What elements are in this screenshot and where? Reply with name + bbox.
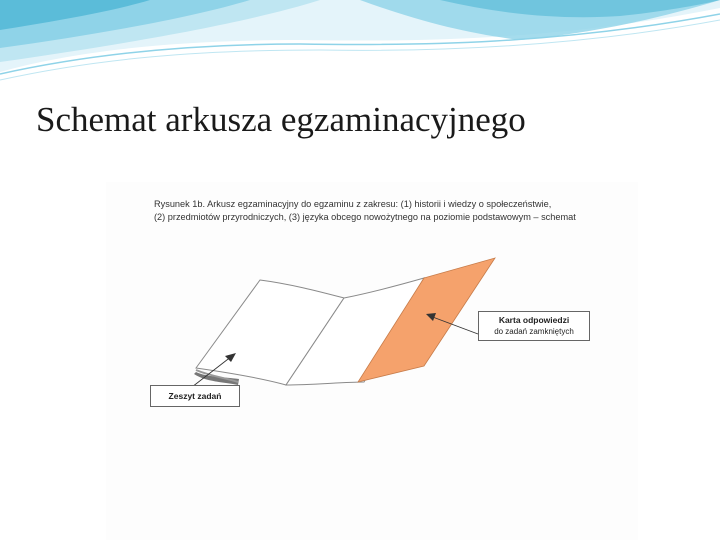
label-task-booklet: Zeszyt zadań — [150, 385, 240, 407]
label-answer-sheet — [478, 311, 590, 341]
caption-line-1: Rysunek 1b. Arkusz egzaminacyjny do egzaminu z zakresu: (1) historii i wiedzy o społeczeństwie, — [154, 199, 552, 209]
label-answer-sheet-line-1: Karta odpowiedzi — [498, 315, 570, 325]
header-swoosh-decoration — [0, 0, 720, 90]
slide-title: Schemat arkusza egzaminacyjnego — [36, 100, 526, 139]
exam-sheet-diagram — [106, 182, 638, 540]
label-answer-sheet-line-2: do zadań zamkniętych — [494, 327, 574, 336]
figure-panel — [106, 182, 638, 540]
figure-caption — [154, 198, 624, 223]
caption-line-2: (2) przedmiotów przyrodniczych, (3) języka obcego nowożytnego na poziomie podstawowym – schemat — [154, 211, 576, 222]
